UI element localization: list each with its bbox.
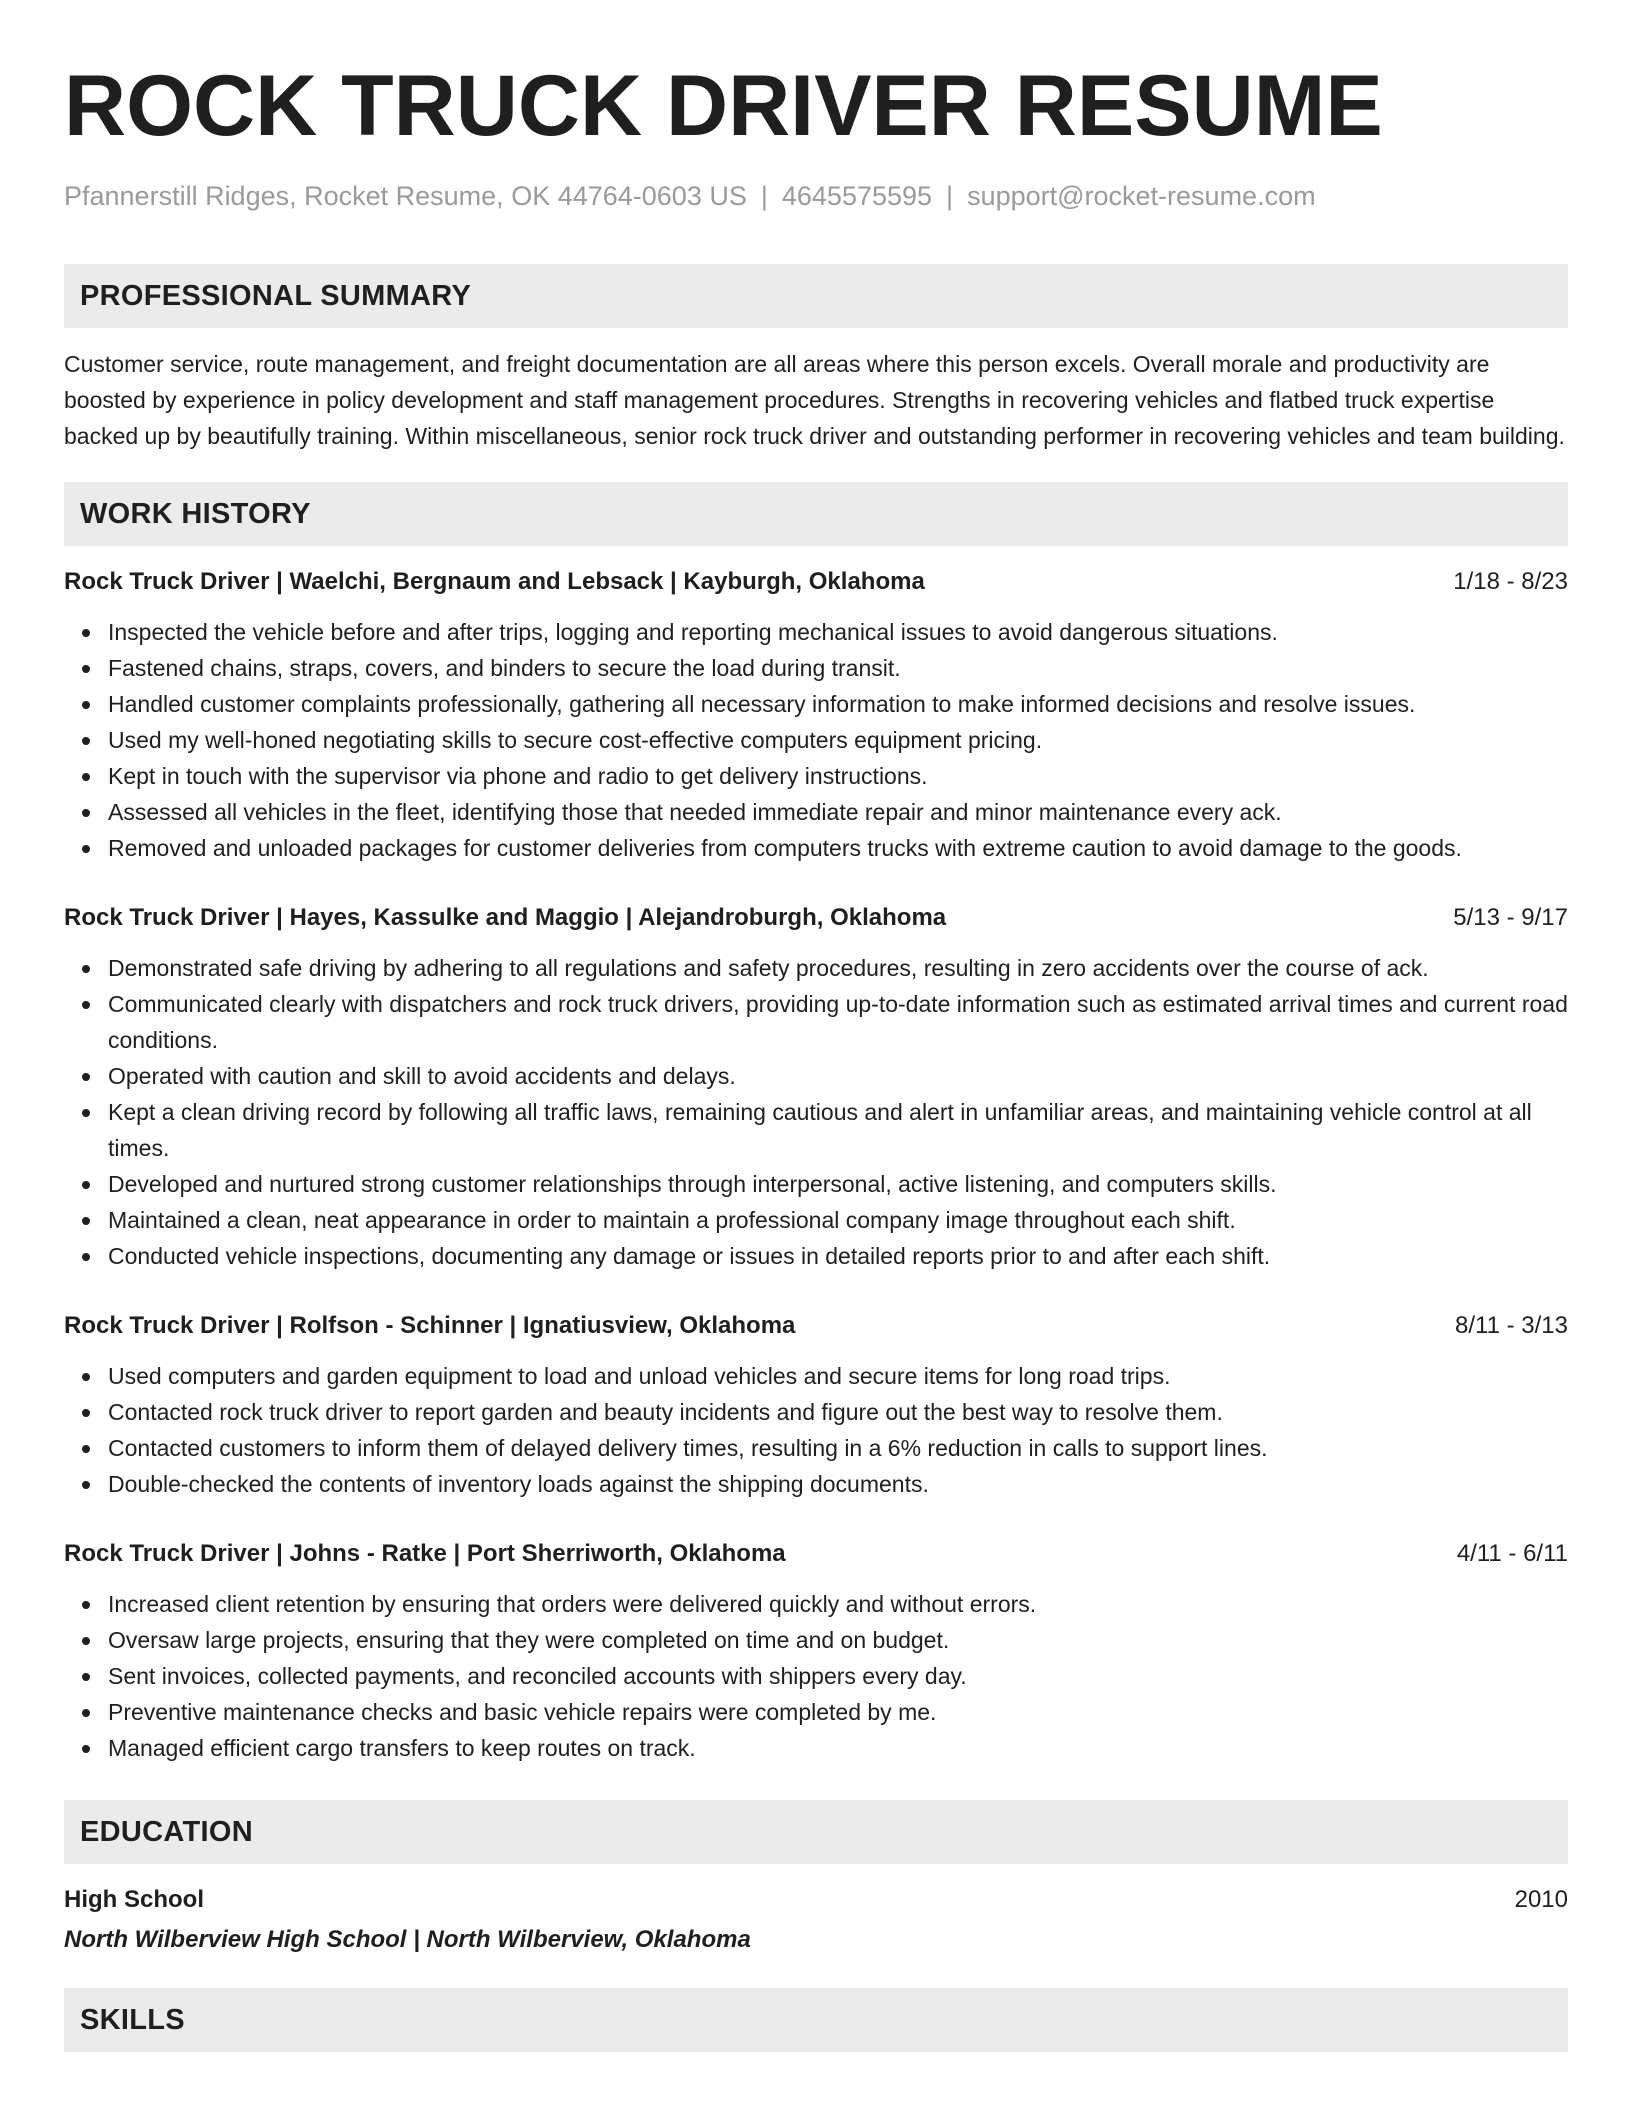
job-title: Rock Truck Driver | Johns - Ratke | Port Sherriworth, Oklahoma: [64, 1540, 786, 1567]
job-bullet: Communicated clearly with dispatchers and rock truck drivers, providing up-to-date information such as estimated arrival times and current road conditions.: [108, 986, 1568, 1058]
contact-separator: |: [760, 181, 768, 211]
education-header: [64, 1882, 1568, 1918]
resume-title: ROCK TRUCK DRIVER RESUME: [64, 58, 1383, 154]
job-bullets: [64, 1358, 1568, 1502]
job-bullet: Assessed all vehicles in the fleet, identifying those that needed immediate repair and minor maintenance every ack.: [108, 794, 1568, 830]
job-bullet: Oversaw large projects, ensuring that they were completed on time and on budget.: [108, 1622, 1568, 1658]
job-bullet: Conducted vehicle inspections, documenting any damage or issues in detailed reports prior to and after each shift.: [108, 1238, 1568, 1274]
job-bullet: Kept a clean driving record by following all traffic laws, remaining cautious and alert in unfamiliar areas, and maintaining vehicle control at all times.: [108, 1094, 1568, 1166]
contact-phone: 4645575595: [781, 181, 933, 211]
job-header: [64, 564, 1568, 600]
section-heading-skills: SKILLS: [64, 1988, 1568, 2052]
job-title: Rock Truck Driver | Rolfson - Schinner | Ignatiusview, Oklahoma: [64, 1312, 796, 1339]
section-heading-summary: PROFESSIONAL SUMMARY: [64, 264, 1568, 328]
contact-separator: |: [946, 181, 954, 211]
job-dates: 4/11 - 6/11: [1456, 1540, 1568, 1567]
job-entry: [64, 564, 1568, 866]
job-bullet: Sent invoices, collected payments, and reconciled accounts with shippers every day.: [108, 1658, 1568, 1694]
job-bullet: Removed and unloaded packages for customer deliveries from computers trucks with extreme caution to avoid damage to the goods.: [108, 830, 1568, 866]
section-heading-education: EDUCATION: [64, 1800, 1568, 1864]
job-dates: 5/13 - 9/17: [1453, 904, 1568, 931]
job-bullet: Handled customer complaints professionally, gathering all necessary information to make informed decisions and resolve issues.: [108, 686, 1568, 722]
job-bullet: Preventive maintenance checks and basic vehicle repairs were completed by me.: [108, 1694, 1568, 1730]
section-heading-work-history: WORK HISTORY: [64, 482, 1568, 546]
job-bullet: Developed and nurtured strong customer relationships through interpersonal, active listening, and computers skills.: [108, 1166, 1568, 1202]
contact-line: [64, 178, 1568, 214]
job-dates: 8/11 - 3/13: [1455, 1312, 1568, 1339]
job-bullet: Demonstrated safe driving by adhering to all regulations and safety procedures, resulting in zero accidents over the course of ack.: [108, 950, 1568, 986]
job-bullet: Increased client retention by ensuring that orders were delivered quickly and without errors.: [108, 1586, 1568, 1622]
job-bullets: [64, 950, 1568, 1274]
contact-address: Pfannerstill Ridges, Rocket Resume, OK 44764-0603 US: [64, 181, 747, 211]
job-entry: [64, 1308, 1568, 1502]
job-entry: [64, 1536, 1568, 1766]
job-bullets: [64, 614, 1568, 866]
job-bullet: Used my well-honed negotiating skills to secure cost-effective computers equipment pricing.: [108, 722, 1568, 758]
contact-email: support@rocket-resume.com: [967, 181, 1316, 211]
job-bullets: [64, 1586, 1568, 1766]
job-header: [64, 900, 1568, 936]
education-entry: [64, 1882, 1568, 1958]
job-bullet: Contacted rock truck driver to report garden and beauty incidents and figure out the best way to resolve them.: [108, 1394, 1568, 1430]
job-bullet: Managed efficient cargo transfers to keep routes on track.: [108, 1730, 1568, 1766]
job-entry: [64, 900, 1568, 1274]
job-bullet: Kept in touch with the supervisor via phone and radio to get delivery instructions.: [108, 758, 1568, 794]
education-degree: High School: [64, 1886, 204, 1913]
job-bullet: Inspected the vehicle before and after trips, logging and reporting mechanical issues to avoid dangerous situations.: [108, 614, 1568, 650]
job-bullet: Double-checked the contents of inventory loads against the shipping documents.: [108, 1466, 1568, 1502]
education-school: North Wilberview High School | North Wilberview, Oklahoma: [64, 1926, 751, 1953]
job-bullet: Maintained a clean, neat appearance in order to maintain a professional company image throughout each shift.: [108, 1202, 1568, 1238]
job-dates: 1/18 - 8/23: [1453, 568, 1568, 595]
job-bullet: Contacted customers to inform them of delayed delivery times, resulting in a 6% reduction in calls to support lines.: [108, 1430, 1568, 1466]
job-bullet: Operated with caution and skill to avoid accidents and delays.: [108, 1058, 1568, 1094]
job-bullet: Fastened chains, straps, covers, and binders to secure the load during transit.: [108, 650, 1568, 686]
summary-text: Customer service, route management, and freight documentation are all areas where this person excels. Overall morale and productivity are boosted by experience in policy development and staff management procedures. Strengths in recovering vehicles and flatbed truck expertise backed up by beautifully training. Within miscellaneous, senior rock truck driver and outstanding performer in recovering vehicles and team building.: [64, 351, 1565, 449]
job-header: [64, 1308, 1568, 1344]
job-bullet: Used computers and garden equipment to load and unload vehicles and secure items for long road trips.: [108, 1358, 1568, 1394]
job-header: [64, 1536, 1568, 1572]
job-title: Rock Truck Driver | Hayes, Kassulke and Maggio | Alejandroburgh, Oklahoma: [64, 904, 947, 931]
education-year: 2010: [1514, 1886, 1568, 1913]
job-title: Rock Truck Driver | Waelchi, Bergnaum and Lebsack | Kayburgh, Oklahoma: [64, 568, 925, 595]
